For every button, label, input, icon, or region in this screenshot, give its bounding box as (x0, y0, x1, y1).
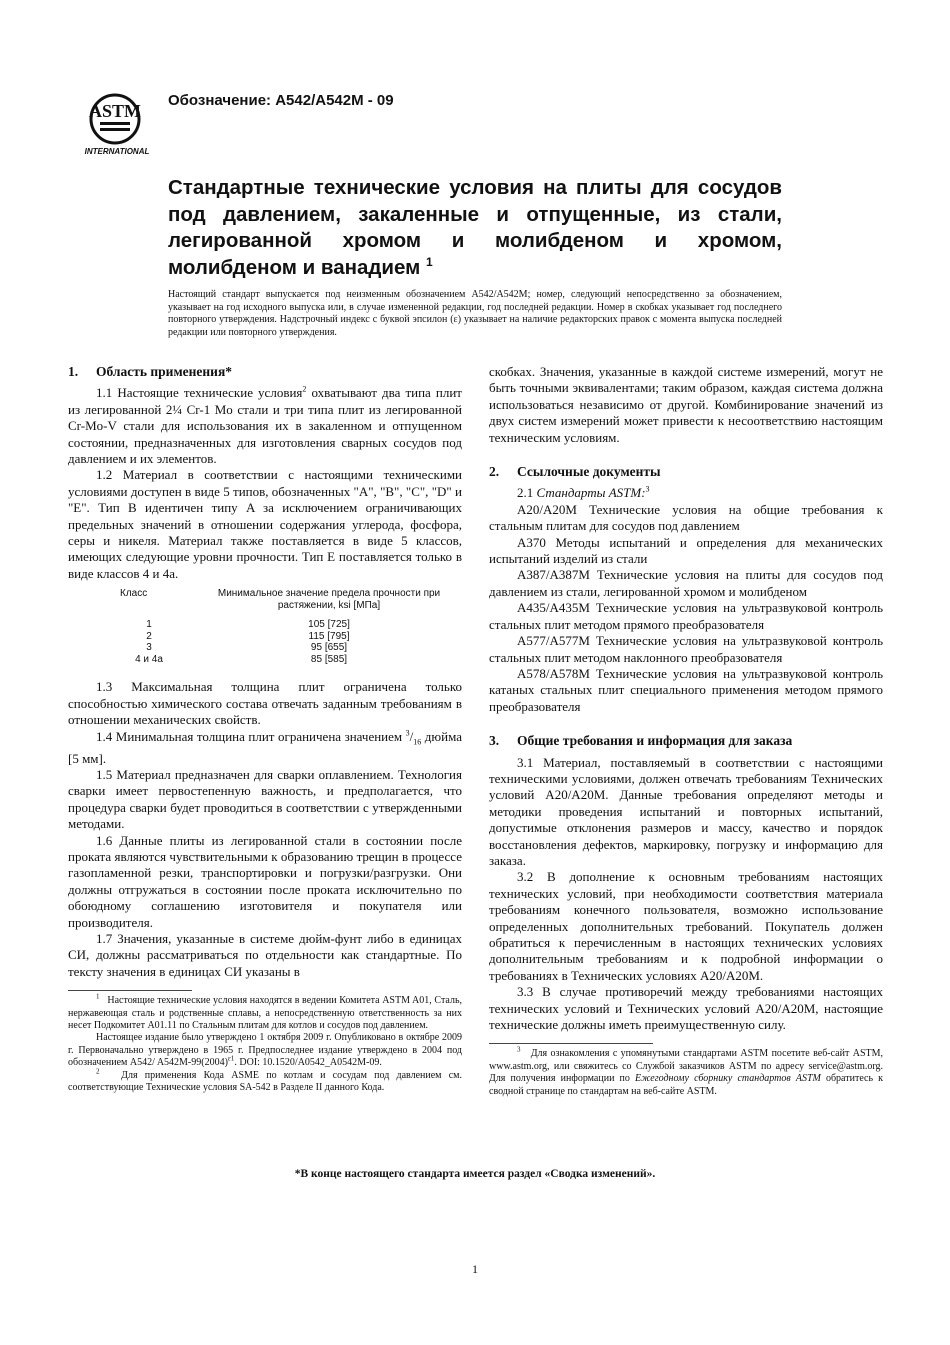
table-row: 1 105 [725] (146, 619, 350, 631)
table-header-value: Минимальное значение предела прочности при растяжении, ksi [МПа] (217, 588, 441, 611)
table-header-class: Класс (120, 588, 148, 600)
page-number: 1 (472, 1262, 478, 1276)
paragraph-2-1: 2.1 Стандарты ASTM:$^3$ (517, 485, 650, 501)
reference-item: A387/A387M Технические условия на плиты для сосудов под давлением из стали, легированной хромом и молибденом (489, 567, 883, 599)
footnote-divider (68, 990, 192, 991)
document-designation: Обозначение: A542/A542M - 09 (168, 92, 394, 109)
svg-text:INTERNATIONAL: INTERNATIONAL (84, 147, 150, 156)
paragraph-1-7-continued: скобках. Значения, указанные в каждой системе измерений, могут не быть точными эквивалентами; таким образом, каждая система должна использоваться независимо от другой. Комбинирование значений из двух систем измерений может привести к несоответствию настоящим техническим условиям. (489, 364, 883, 445)
reference-item: A370 Методы испытаний и определения для механических испытаний изделий из стали (489, 534, 883, 567)
preface-note: Настоящий стандарт выпускается под неизменным обозначением A542/A542M; номер, следующий непосредственно за обозначением, указывает на год исходного выпуска или, в случае измененной редакции, год последней редакции. Номер в скобках указывает год последнего повторного утверждения. Надстрочный индекс с буквой эпсилон (ε) указывает на наличие редакторских правок с момента выпуска последней редакции или повторного утверждения. (168, 289, 782, 338)
svg-text:ASTM: ASTM (88, 101, 142, 121)
paragraph-3-1: 3.1 Материал, поставляемый в соответствии с настоящими техническими условиями, должен отвечать требованиям Технических условий A20/A20M. Данные требования определяют методы и методики проведения испытаний и повторных испытаний, допустимые отклонения размеров и массу, качество и порядок восстановления дефектов, маркировку, погрузку и информацию для заказа. (489, 754, 883, 868)
paragraph-1-2: 1.2 Материал в соответствии с настоящими техническими условиями доступен в виде 5 типов, обозначенных "A", "B", "C", "D" и "E". Тип B идентичен типу A за исключением ограничивающих предельных значений в отношении содержания углерода, фосфора, серы и никеля. Материал также поставляется в виде 5 классов, имеющих следующие уровни прочности. Тип E поставляется только в виде классов 4 и 4a. (68, 467, 462, 581)
footnote-divider (489, 1043, 653, 1044)
paragraph-1-5: 1.5 Материал предназначен для сварки оплавлением. Технология сварки имеет первостепенную важность, и предполагается, что процедура сварки будет проводиться в соответствии с утвержденными методами. (68, 766, 462, 832)
section-3-heading: 3. Общие требования и информация для заказа (489, 733, 793, 749)
class-strength-table (88, 588, 448, 665)
table-row: 3 95 [655] (146, 642, 348, 654)
table-row: 4 и 4a 85 [585] (135, 653, 348, 665)
section-1-heading: 1. Область применения* (68, 364, 233, 379)
reference-item: A578/A578M Технические условия на ультразвуковой контроль катаных стальных плит специального применения методом прямого преобразователя (489, 665, 883, 714)
footnote-3: $^3$ Для ознакомления с упомянутыми стандартами ASTM посетите веб-сайт ASTM, www.astm.org, или свяжитесь со Службой заказчиков ASTM по адресу service@astm.org. Для получения информации по Ежегодному сборнику стандартов ASTM обратитесь к сводной странице по стандартам на веб-сайте ASTM. (489, 1046, 884, 1097)
section-2-heading: 2. Ссылочные документы (489, 464, 661, 480)
reference-item: A435/A435M Технические условия на ультразвуковой контроль стальных плит методом прямого преобразователя (489, 600, 883, 632)
table-row: 2 115 [795] (146, 630, 350, 642)
paragraph-1-6: 1.6 Данные плиты из легированной стали в состоянии после проката являются чувствительными к образованию трещин в процессе газопламенной резки, транспортировки и погрузки/разгрузки. Они должны отгружаться в состоянии после проката исключительно по обоюдному соглашению изготовителя и покупателя или производителя. (68, 832, 462, 930)
paragraph-1-3: 1.3 Максимальная толщина плит ограничена только способностью химического состава отвечать заданным требованиям в отношении механических свойств. (68, 679, 462, 728)
left-column (68, 364, 462, 1094)
paragraph-1-1: 1.1 Настоящие технические условия$^2$ охватывают два типа плит из легированной 2¼ Cr-1 Mo стали и три типа плит из легированной Cr-Mo-V стали для использования их в закаленном и отпущенном состоянии, предназначенных для изготовления сварных сосудов под давлением и их элементов. (68, 385, 462, 467)
footnote-1-edition: Настоящее издание было утверждено 1 октября 2009 г. Опубликовано в октябре 2009 г. Первоначально утверждено в 1965 г. Предпоследнее издание утверждено в 2004 под обозначением A542/ $A542M-99(2004)^{\varepsilon 1}$. DOI: 10.1520/A0542_A0542M-09. (68, 1032, 462, 1069)
reference-item: A577/A577M Технические условия на ультразвуковой контроль стальных плит методом наклонного преобразователя (489, 633, 883, 665)
paragraph-3-3: 3.3 В случае противоречий между требованиями настоящих технических условий и Технических условий A20/A20M, настоящие технические должны иметь преимущественную силу. (489, 984, 883, 1033)
reference-item: A20/A20M Технические условия на общие требования к стальным плитам для сосудов под давлением (489, 501, 883, 534)
footnote-1: $^1$ Настоящие технические условия находятся в ведении Комитета ASTM A01, Сталь, нержавеющая сталь и родственные сплавы, а непосредственную ответственность за них несет Подкомитет A01.11 по Стальным плитам для котлов и сосудов под давлением. (68, 992, 463, 1031)
astm-logo (76, 86, 158, 158)
footnote-2: $^2$ Для применения Кода ASME по котлам и сосудам под давлением см. соответствующие Технические условия SA-542 в Разделе II данного Кода. (68, 1067, 463, 1094)
paragraph-1-4: 1.4 Минимальная толщина плит ограничена значением $^3/_{16}$ дюйма [5 мм]. (68, 728, 462, 766)
summary-of-changes-note: *В конце настоящего стандарта имеется раздел «Сводка изменений». (294, 1168, 656, 1180)
paragraph-3-2: 3.2 В дополнение к основным требованиям настоящих технических условий, при необходимости соответствия материала требованиям конечного пользователя, возможно использование определенных дополнительных требований. Покупатель должен обратиться к перечисленным в настоящих технических условиях дополнительным требованиям и к подробной информации о требованиях в Технических условиях A20/A20M. (489, 869, 883, 983)
right-column (489, 364, 883, 1098)
paragraph-1-7: 1.7 Значения, указанные в системе дюйм-фунт либо в единицах СИ, должны рассматриваться по отдельности как стандартные. По тексту значения в единицах СИ указаны в (68, 930, 462, 979)
document-title: Стандартные технические условия на плиты для сосудов под давлением, закаленные и отпущенные, из стали, легированной хромом и молибденом и хромом, молибденом и ванадием $^1$ (168, 176, 782, 279)
